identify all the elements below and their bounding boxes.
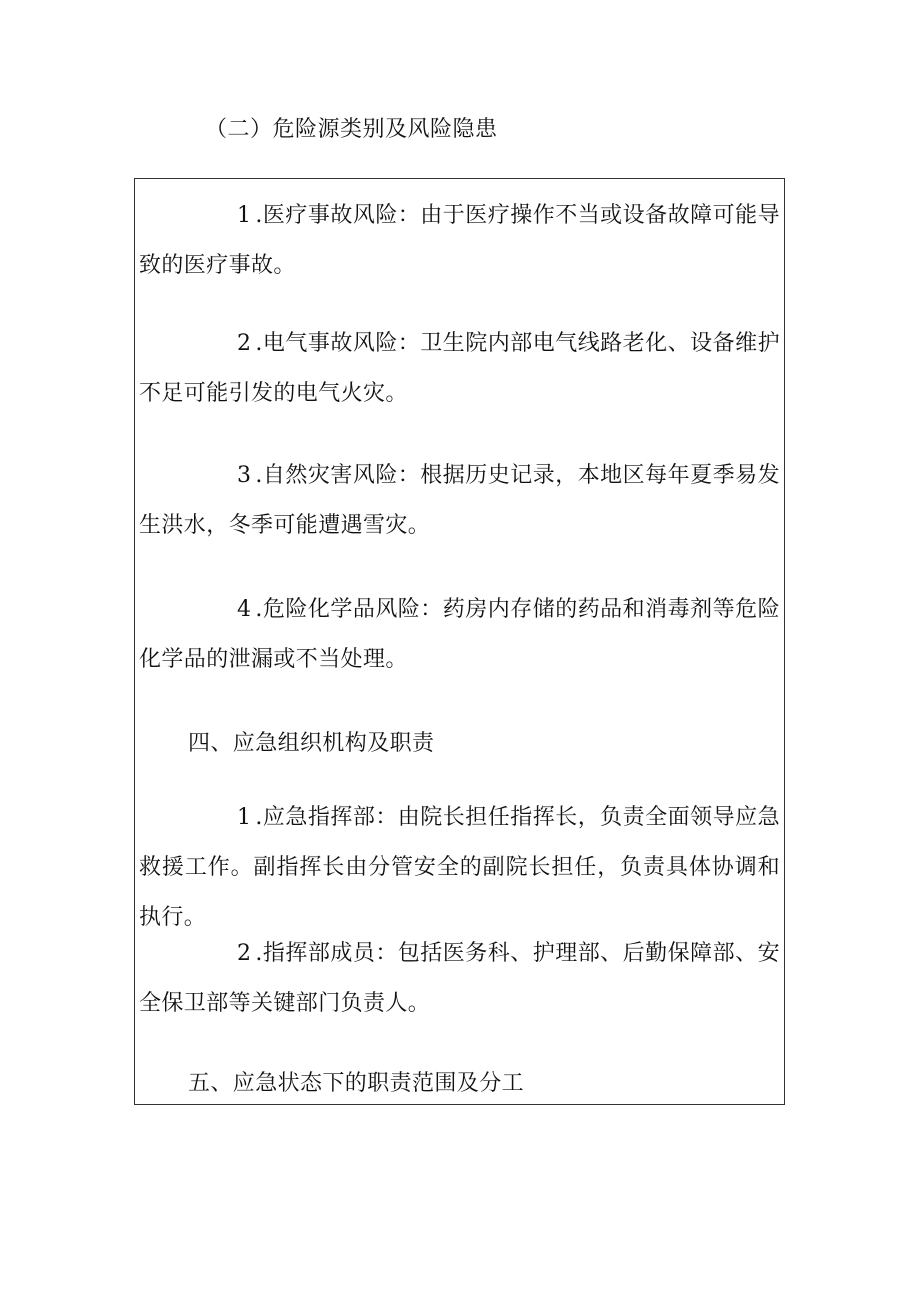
risk-item-medical [139, 191, 780, 291]
risk-item-text: .危险化学品风险：药房内存储的药品和消毒剂等危险化学品的泄漏或不当处理。 [139, 597, 780, 672]
risk-item-number: 3 [237, 463, 252, 488]
section-5-title: 五、应急状态下的职责范围及分工 [188, 1071, 525, 1096]
org-item-number: 2 [237, 941, 252, 966]
risk-item-natural-disaster [139, 451, 780, 551]
risk-item-chemical [139, 585, 780, 685]
risk-item-electrical [139, 319, 780, 419]
section-heading: （二）危险源类别及风险隐患 [205, 117, 498, 142]
org-item-text: .指挥部成员：包括医务科、护理部、后勤保障部、安全保卫部等关键部门负责人。 [139, 941, 780, 1016]
risk-item-text: .医疗事故风险：由于医疗操作不当或设备故障可能导致的医疗事故。 [139, 203, 780, 278]
risk-item-number: 2 [237, 331, 252, 356]
risk-item-number: 1 [237, 203, 252, 228]
org-item-text: .应急指挥部：由院长担任指挥长，负责全面领导应急救援工作。副指挥长由分管安全的副院长担任，负责具体协调和执行。 [139, 805, 780, 930]
risk-item-text: .电气事故风险：卫生院内部电气线路老化、设备维护不足可能引发的电气火灾。 [139, 331, 780, 406]
risk-item-text: .自然灾害风险：根据历史记录，本地区每年夏季易发生洪水，冬季可能遭遇雪灾。 [139, 463, 780, 538]
content-box [134, 178, 785, 1105]
org-item-number: 1 [237, 805, 252, 830]
org-item-command-center [139, 793, 780, 943]
risk-item-number: 4 [237, 597, 252, 622]
org-item-members [139, 929, 780, 1029]
section-4-title: 四、应急组织机构及职责 [188, 731, 435, 756]
